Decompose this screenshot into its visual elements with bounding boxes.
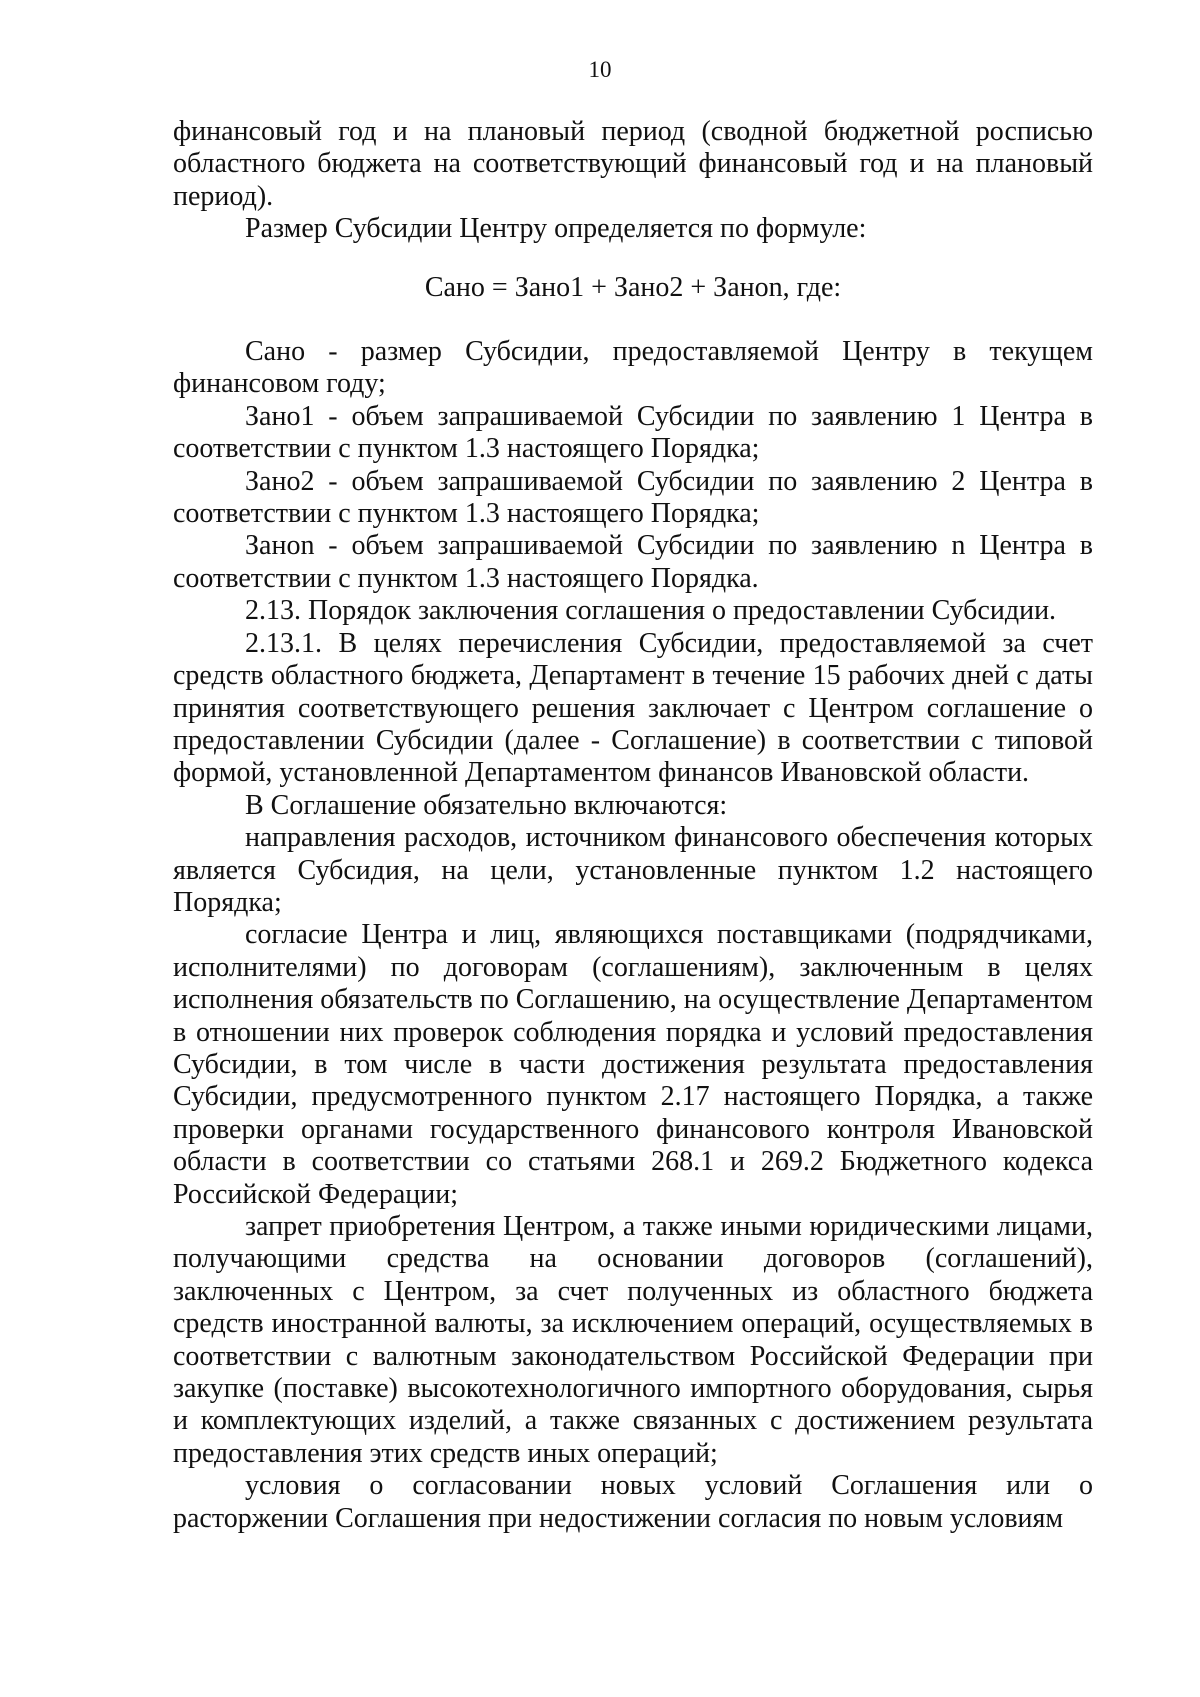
paragraph-def-zano2: Зано2 - объем запрашиваемой Субсидии по заявлению 2 Центра в соответствии с пунктом 1.3 настоящего Порядка; — [173, 465, 1093, 530]
paragraph-expense-directions: направления расходов, источником финансового обеспечения которых является Субсидия, на цели, установленные пунктом 1.2 настоящего Порядка; — [173, 822, 1093, 918]
paragraph-agreement-includes: В Соглашение обязательно включаются: — [245, 789, 728, 821]
paragraph-def-zanon: Заноn - объем запрашиваемой Субсидии по заявлению n Центра в соответствии с пунктом 1.3 настоящего Порядка. — [173, 530, 1093, 594]
paragraph-new-conditions: условия о согласовании новых условий Соглашения или о расторжении Соглашения при недостижении согласия по новым условиям — [173, 1470, 1093, 1534]
section-heading-2-13: 2.13. Порядок заключения соглашения о предоставлении Субсидии. — [245, 595, 1057, 627]
paragraph-2-13-1: 2.13.1. В целях перечисления Субсидии, предоставляемой за счет средств областного бюджета, Департамент в течение 15 рабочих дней с даты принятия соответствующего решения заключает с Центром соглашение о предоставлении Субсидии (далее - Соглашение) в соответствии с типовой формой, установленной Департаментом финансов Ивановской области. — [173, 627, 1093, 789]
paragraph-currency-ban: запрет приобретения Центром, а также иными юридическими лицами, получающими средства на основании договоров (соглашений), заключенных с Центром, за счет полученных из областного бюджета средств иностранной валюты, за исключением операций, осуществляемых в соответствии с валютным законодательством Российской Федерации при закупке (поставке) высокотехнологичного импортного оборудования, сырья и комплектующих изделий, а также связанных с достижением результата предоставления этих средств иных операций; — [173, 1211, 1093, 1469]
paragraph-def-zano1: Зано1 - объем запрашиваемой Субсидии по заявлению 1 Центра в соответствии с пунктом 1.3 настоящего Порядка; — [173, 400, 1093, 465]
subsidy-formula: Сано = Зано1 + Зано2 + Заноn, где: — [424, 271, 842, 303]
page-number: 10 — [588, 57, 612, 82]
paragraph-formula-intro: Размер Субсидии Центру определяется по формуле: — [245, 213, 867, 245]
paragraph-consent-inspections: согласие Центра и лиц, являющихся поставщиками (подрядчиками, исполнителями) по договорам (соглашениям), заключенным в целях исполнения обязательств по Соглашению, на осуществление Департаментом в отношении них проверок соблюдения порядка и условий предоставления Субсидии, в том числе в части достижения результата предоставления Субсидии, предусмотренного пунктом 2.17 настоящего Порядка, а также проверки органами государственного финансового контроля Ивановской области в соответствии со статьями 268.1 и 269.2 Бюджетного кодекса Российской Федерации; — [173, 919, 1094, 1210]
paragraph-continuation: финансовый год и на плановый период (сводной бюджетной росписью областного бюджета на соответствующий финансовый год и на плановый период). — [173, 116, 1093, 212]
paragraph-def-sano: Сано - размер Субсидии, предоставляемой Центру в текущем финансовом году; — [173, 336, 1093, 400]
document-body — [173, 116, 1093, 1535]
